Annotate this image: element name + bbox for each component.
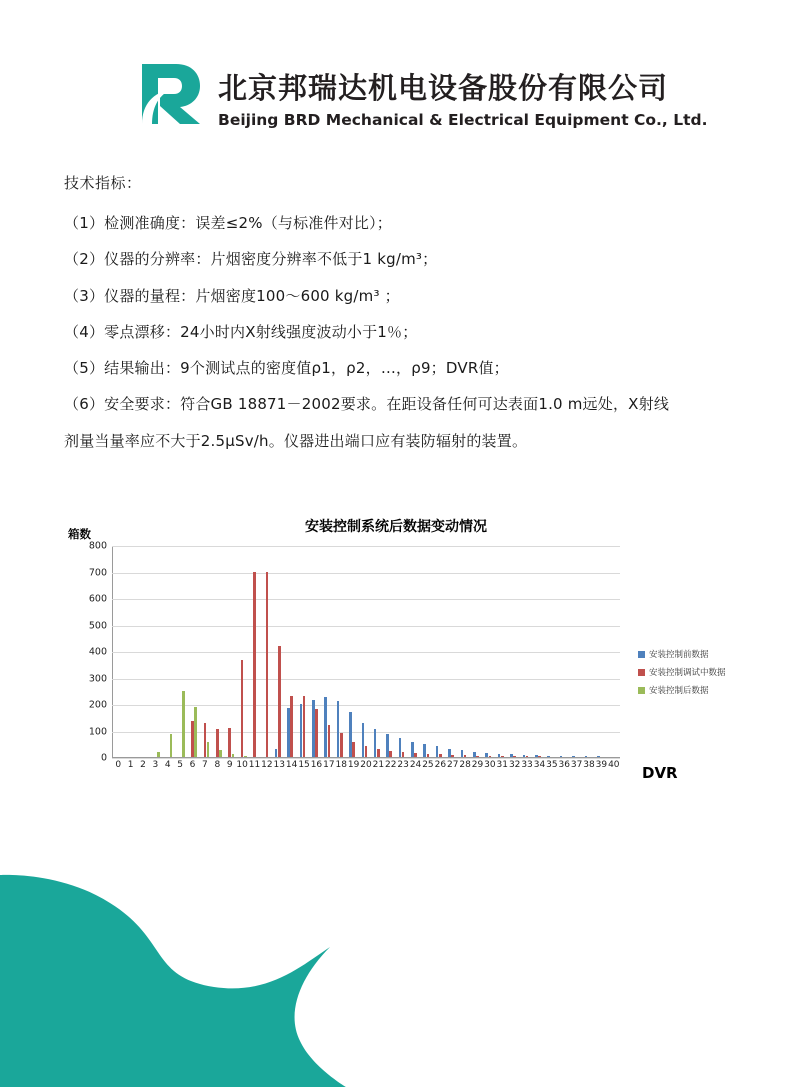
chart-bar xyxy=(402,752,405,757)
chart-bar xyxy=(535,755,538,757)
chart-bar xyxy=(303,696,306,757)
chart-bar xyxy=(389,751,392,757)
chart-bar xyxy=(244,756,247,757)
chart-y-tick: 700 xyxy=(88,567,107,578)
chart-bar xyxy=(489,756,492,757)
spec-line-3: （3）仪器的量程：片烟密度100～600 kg/m³ ； xyxy=(64,286,400,305)
chart-x-tick: 11 xyxy=(248,760,261,770)
chart-legend-label: 安装控制后数据 xyxy=(649,686,709,696)
chart-bar xyxy=(414,753,417,757)
chart-x-tick: 6 xyxy=(189,760,196,770)
chart-x-tick: 9 xyxy=(226,760,233,770)
spec-line-1: （1）检测准确度：误差≤2%（与标准件对比）； xyxy=(64,214,393,232)
chart-x-tick: 12 xyxy=(261,760,273,770)
spec-line-6: （6）安全要求：符合GB 18871－2002要求。在距设备任何可达表面1.0 m远处，X射线 xyxy=(64,395,670,414)
chart-bar xyxy=(513,756,516,757)
chart-x-tick: 22 xyxy=(385,760,397,770)
chart-x-tick: 20 xyxy=(360,760,372,770)
chart-x-tick: 19 xyxy=(347,760,360,770)
chart-bar xyxy=(352,742,355,757)
chart-bar xyxy=(501,756,504,757)
chart-legend-swatch xyxy=(638,687,645,694)
chart-bar xyxy=(423,744,426,757)
chart-x-tick: 1 xyxy=(127,760,134,770)
technical-specs-section xyxy=(64,172,754,453)
chart-legend-label: 安装控制前数据 xyxy=(649,650,709,660)
spec-line-5: （5）结果输出：9个测试点的密度值ρ1，ρ2，…，ρ9；DVR值； xyxy=(64,359,509,378)
chart-x-tick: 10 xyxy=(236,760,248,770)
chart-bar xyxy=(290,696,293,757)
chart-x-tick: 18 xyxy=(335,760,347,770)
chart-legend-item xyxy=(638,684,726,696)
chart-bar xyxy=(476,756,479,757)
chart-y-tick: 300 xyxy=(88,673,107,684)
chart-bar xyxy=(157,752,160,757)
chart-legend-swatch xyxy=(638,651,645,658)
chart-x-tick: 7 xyxy=(202,760,208,770)
chart-y-tick: 200 xyxy=(88,699,107,711)
chart-gridline xyxy=(88,567,620,578)
chart-gridline xyxy=(88,726,620,737)
company-name-en: Beijing BRD Mechanical & Electrical Equipment Co., Ltd. xyxy=(218,111,708,129)
company-name-cn: 北京邦瑞达机电设备股份有限公司 xyxy=(218,71,669,105)
page-title: 技术指标： xyxy=(64,174,142,192)
chart-bar xyxy=(597,756,600,757)
chart-bar xyxy=(572,756,575,757)
chart-gridline xyxy=(100,752,620,764)
chart-bar xyxy=(451,755,454,757)
chart-x-tick: 13 xyxy=(273,760,285,770)
chart-x-tick: 23 xyxy=(397,760,409,770)
chart-x-tick: 16 xyxy=(310,760,323,770)
chart-title: 安装控制系统后数据变动情况 xyxy=(305,519,487,535)
chart-bar xyxy=(439,754,442,757)
chart-bar xyxy=(194,707,197,757)
chart-bar xyxy=(547,756,550,757)
chart-bar xyxy=(377,749,380,757)
chart-bar xyxy=(266,572,269,758)
chart-gridline xyxy=(88,540,620,552)
chart-x-tick: 17 xyxy=(323,760,335,770)
chart-container xyxy=(60,508,760,808)
chart-x-tick: 33 xyxy=(521,760,533,770)
chart-x-tick: 38 xyxy=(583,760,595,770)
chart-y-axis-label: 箱数 xyxy=(68,527,91,541)
chart-x-tick: 15 xyxy=(298,760,310,770)
chart-x-tick: 4 xyxy=(164,760,171,770)
chart-x-axis-label: DVR xyxy=(642,764,678,782)
chart-bar xyxy=(523,755,526,757)
chart-y-tick: 800 xyxy=(88,540,107,552)
chart-x-tick: 26 xyxy=(434,760,447,770)
chart-bar xyxy=(411,742,414,757)
chart-bar xyxy=(232,754,235,757)
chart-legend-item xyxy=(638,648,726,660)
chart-bar xyxy=(340,733,343,757)
chart-bar xyxy=(485,753,488,757)
chart-legend-item xyxy=(638,666,726,678)
chart-x-tick: 0 xyxy=(115,760,122,770)
chart-y-tick: 600 xyxy=(88,593,107,605)
chart-bar xyxy=(526,756,529,757)
footer-decoration xyxy=(0,827,800,1087)
spec-line-6-cont: 剂量当量率应不大于2.5μSv/h。仪器进出端口应有装防辐射的装置。 xyxy=(64,431,528,450)
chart-x-tick: 37 xyxy=(570,760,583,770)
chart-x-tick: 27 xyxy=(446,760,459,770)
chart-bar xyxy=(399,738,402,757)
chart-y-tick: 400 xyxy=(88,646,107,658)
chart-bar xyxy=(510,754,513,757)
chart-x-tick: 29 xyxy=(471,760,484,770)
chart-bar xyxy=(538,756,541,757)
chart-x-tick: 36 xyxy=(558,760,570,770)
chart-x-tick: 30 xyxy=(484,760,496,770)
chart-y-tick: 0 xyxy=(100,752,107,764)
chart-gridline xyxy=(88,646,620,658)
chart-bar xyxy=(585,756,588,757)
spec-line-2: （2）仪器的分辨率：片烟密度分辨率不低于1 kg/m³； xyxy=(64,250,438,269)
chart-y-tick: 500 xyxy=(88,620,107,631)
chart-bar xyxy=(365,746,368,757)
chart-legend-label: 安装控制调试中数据 xyxy=(649,668,726,678)
chart-plot-area xyxy=(88,540,620,770)
chart-bar xyxy=(228,728,231,757)
chart-bar xyxy=(278,646,281,757)
chart-x-tick: 35 xyxy=(546,760,558,770)
chart-x-tick: 32 xyxy=(508,760,521,770)
chart-bar xyxy=(253,572,256,758)
chart-x-tick: 5 xyxy=(177,760,184,770)
chart-bar xyxy=(473,752,476,757)
chart-bar xyxy=(241,660,244,757)
chart-legend xyxy=(638,648,726,702)
chart-bar xyxy=(436,746,439,757)
chart-gridline xyxy=(88,673,620,684)
chart-bar xyxy=(315,709,318,757)
chart-x-tick: 25 xyxy=(422,760,434,770)
chart-legend-swatch xyxy=(638,669,645,676)
chart-x-tick: 28 xyxy=(459,760,471,770)
chart-bar xyxy=(448,749,451,757)
chart-x-tick: 39 xyxy=(595,760,608,770)
chart-x-tick: 3 xyxy=(152,760,159,770)
brd-r-logo-icon xyxy=(136,60,204,128)
chart-x-tick: 14 xyxy=(285,760,298,770)
chart-bar xyxy=(182,691,185,757)
chart-x-tick: 8 xyxy=(214,760,221,770)
chart-x-tick: 24 xyxy=(409,760,422,770)
chart-x-tick: 40 xyxy=(608,760,620,770)
chart-bar xyxy=(560,756,563,757)
chart-gridline xyxy=(88,699,620,711)
chart-gridline xyxy=(88,593,620,605)
spec-line-4: （4）零点漂移：24小时内X射线强度波动小于1％； xyxy=(64,322,418,341)
chart-bar xyxy=(461,750,464,757)
chart-x-tick: 21 xyxy=(372,760,385,770)
chart-bar xyxy=(207,742,210,757)
chart-bar xyxy=(464,755,467,757)
chart-x-tick: 31 xyxy=(496,760,509,770)
chart-x-tick: 34 xyxy=(533,760,546,770)
page-header xyxy=(0,28,800,129)
chart-x-tick: 2 xyxy=(140,760,146,770)
chart-bar xyxy=(170,734,173,757)
chart-bar xyxy=(498,754,501,757)
chart-bar xyxy=(219,750,222,757)
chart-bar xyxy=(374,729,377,757)
chart-bar xyxy=(427,754,430,757)
chart-bar xyxy=(328,725,331,757)
chart-gridline xyxy=(88,620,620,631)
chart-y-tick: 100 xyxy=(88,726,107,737)
chart-bar xyxy=(386,734,389,757)
